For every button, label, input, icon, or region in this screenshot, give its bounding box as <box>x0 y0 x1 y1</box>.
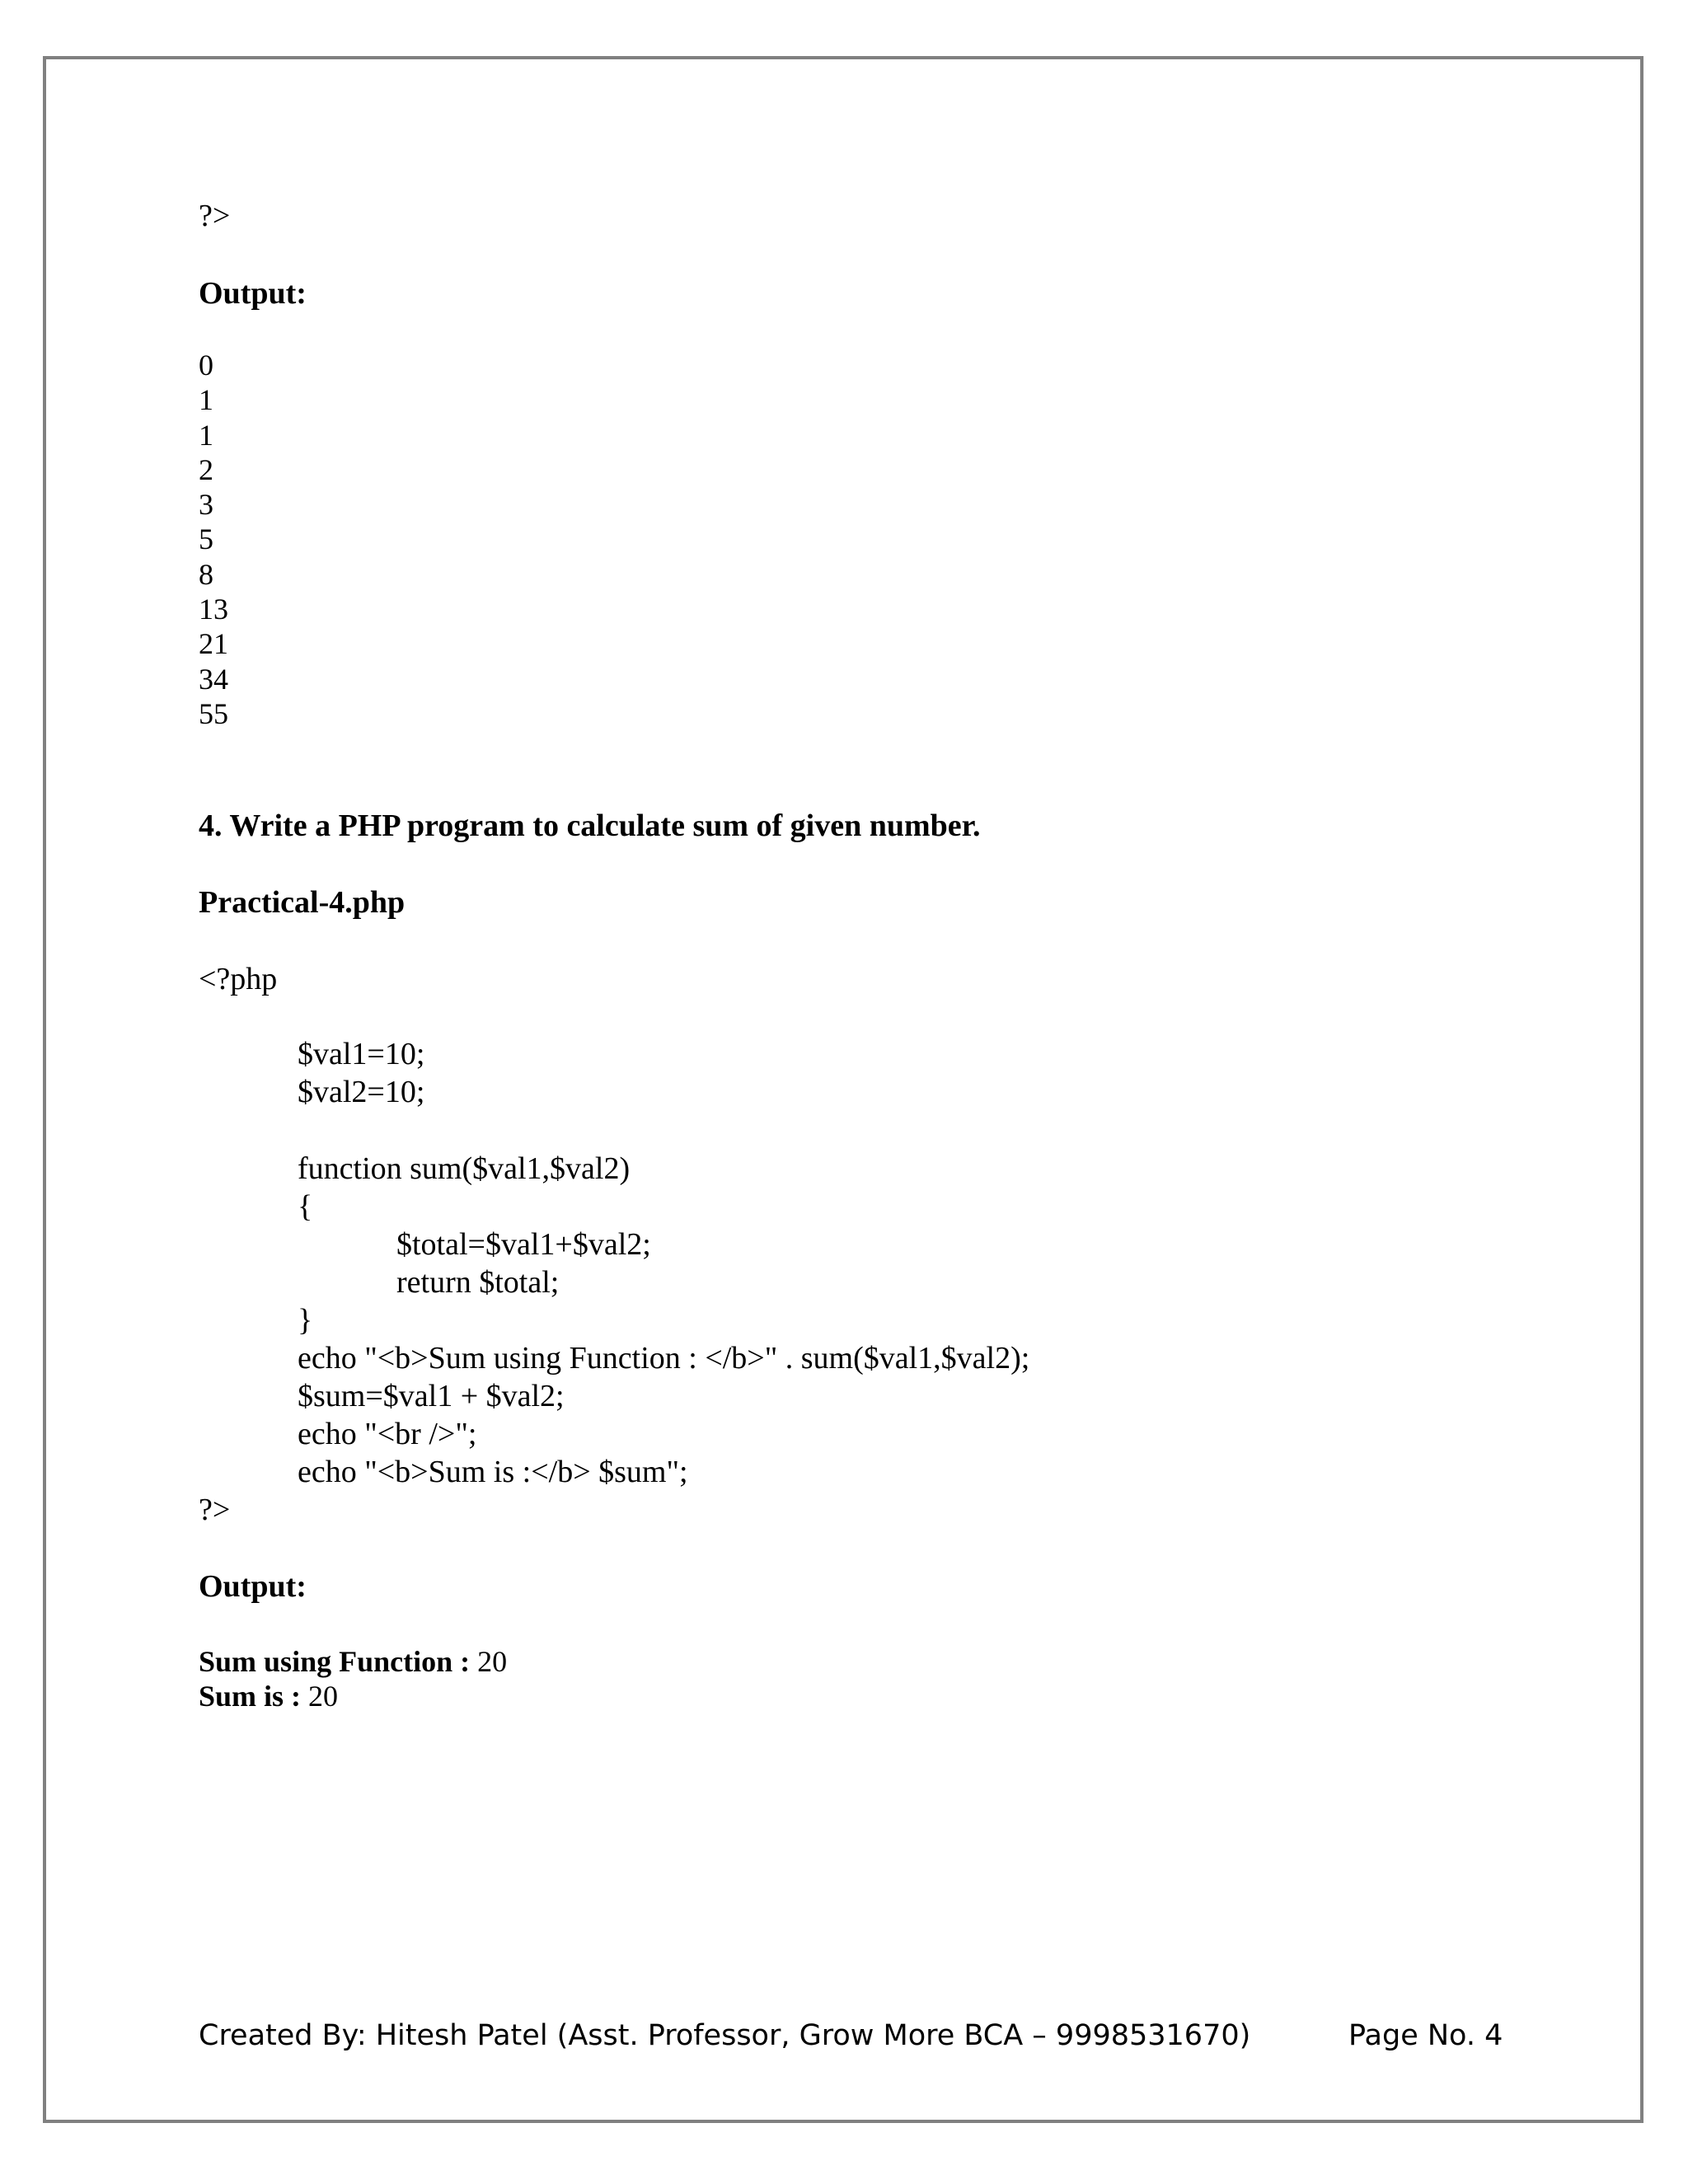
code-line-echo-br: echo "<br />"; <box>298 1417 477 1451</box>
page-border <box>43 56 1643 2123</box>
program-filename: Practical-4.php <box>199 885 406 920</box>
output-line: 34 <box>199 662 228 696</box>
output-line: 1 <box>199 383 213 417</box>
result-line-sum <box>199 1678 338 1714</box>
output-line: 55 <box>199 696 228 730</box>
output-line: 1 <box>199 418 213 452</box>
code-line-brace-close: } <box>298 1303 313 1338</box>
output-line: 2 <box>199 452 213 486</box>
code-line-sum: $sum=$val1 + $val2; <box>298 1379 565 1413</box>
result-label-sum: Sum is : <box>199 1680 309 1713</box>
output-heading: Output: <box>199 1569 307 1604</box>
php-closing-tag-top: ?> <box>199 199 231 233</box>
php-open-tag: <?php <box>199 962 278 996</box>
code-line-val2: $val2=10; <box>298 1075 425 1109</box>
footer-page-number: Page No. 4 <box>1348 2019 1503 2052</box>
fibonacci-output-list <box>199 348 228 731</box>
output-heading-top: Output: <box>199 276 307 311</box>
output-line: 5 <box>199 523 213 556</box>
php-closing-tag: ?> <box>199 1493 231 1527</box>
result-value-function: 20 <box>477 1645 508 1678</box>
code-line-echo-sum: echo "<b>Sum is :</b> $sum"; <box>298 1455 688 1489</box>
question-title: 4. Write a PHP program to calculate sum of given number. <box>199 808 981 843</box>
result-label-function: Sum using Function : <box>199 1645 478 1678</box>
output-line: 21 <box>199 627 228 661</box>
footer-credit: Created By: Hitesh Patel (Asst. Professor, Grow More BCA – 9998531670) <box>199 2019 1251 2052</box>
code-line-return: return $total; <box>396 1265 560 1300</box>
output-line: 3 <box>199 488 213 522</box>
code-line-echo-function: echo "<b>Sum using Function : </b>" . sum($val1,$val2); <box>298 1341 1030 1376</box>
code-line-val1: $val1=10; <box>298 1037 425 1071</box>
result-line-function <box>199 1643 507 1680</box>
output-line: 0 <box>199 349 213 382</box>
output-line: 13 <box>199 593 228 626</box>
code-line-brace-open: { <box>298 1189 313 1224</box>
result-value-sum: 20 <box>308 1680 339 1713</box>
code-line-function: function sum($val1,$val2) <box>298 1151 631 1186</box>
code-line-total: $total=$val1+$val2; <box>396 1227 651 1262</box>
output-line: 8 <box>199 557 213 591</box>
